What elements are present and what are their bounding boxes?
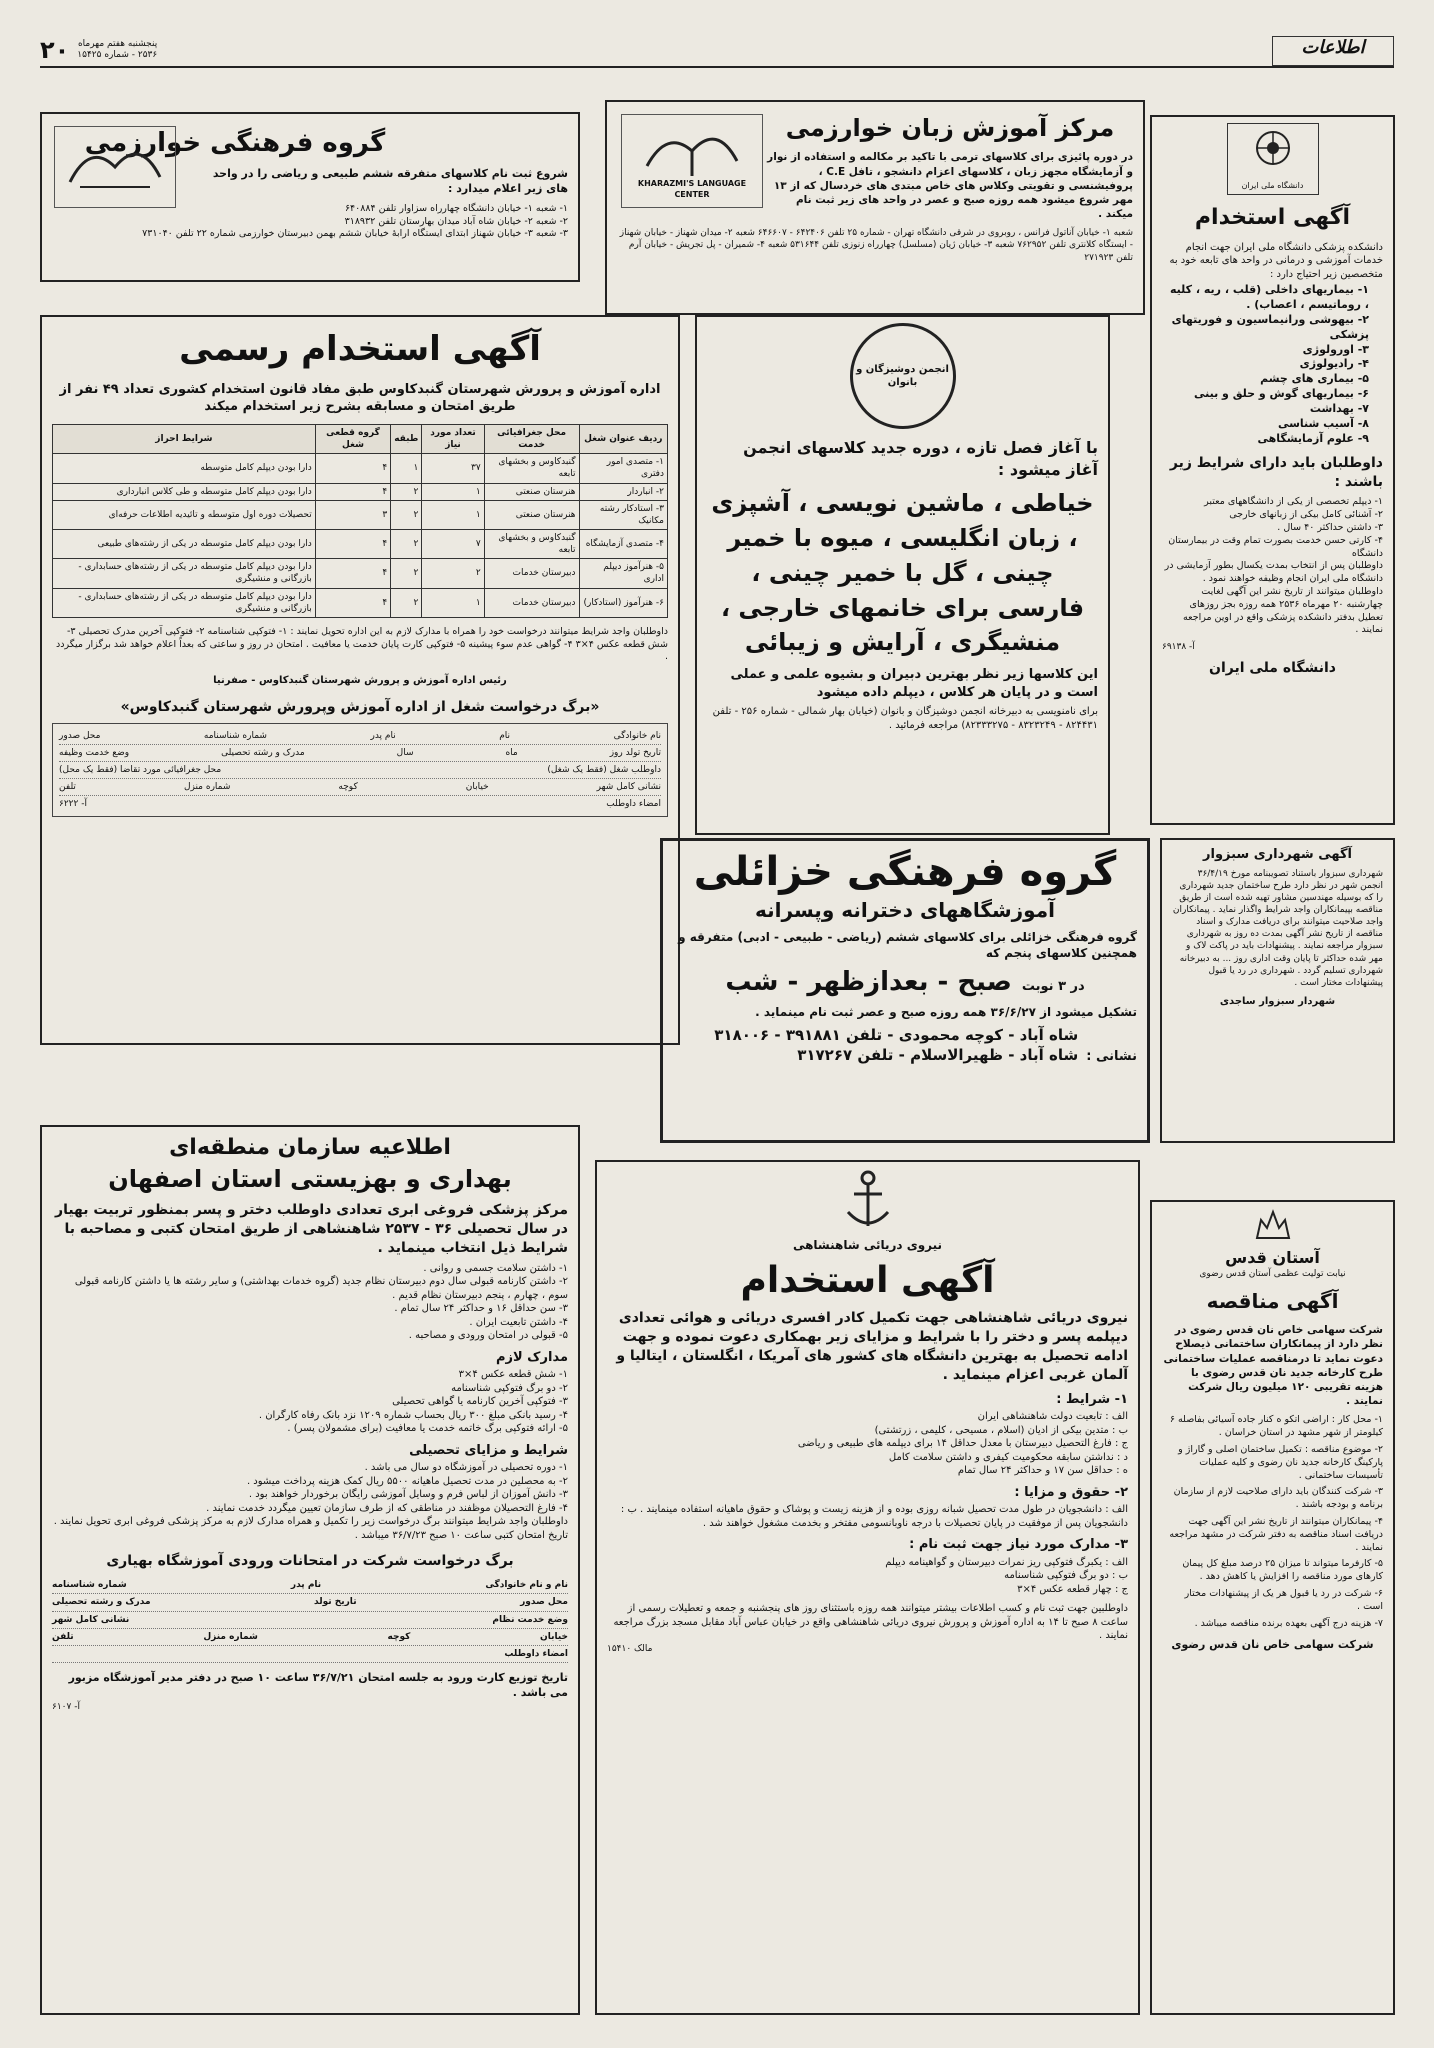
ad-signature: رئیس اداره آموزش و پرورش شهرستان گنبدکاوس - صفرنیا: [213, 675, 507, 687]
navy-anchor-icon: [840, 1168, 896, 1232]
ad-title: آگهی استخدام: [740, 1259, 995, 1301]
requirements-title: داوطلبان باید دارای شرایط زیر باشند :: [1169, 455, 1383, 491]
language-center-logo: KHARAZMI'S LANGUAGE CENTER: [621, 114, 763, 208]
shifts: صبح - بعدازظهر - شب: [725, 967, 1012, 998]
ad-body: گروه فرهنگی خزائلی برای کلاسهای ششم (ریاضی - طبیعی - ادبی) متفرقه و همچنین کلاسهای پنجم که: [678, 930, 1137, 961]
header-issue: ۲۵۳۶ - شماره ۱۵۴۲۵: [77, 50, 158, 60]
branch-2: ۲- شعبه ۲- خیابان شاه آباد میدان بهارستان تلفن ۳۱۸۹۳۲: [344, 215, 568, 227]
perks-title: شرایط و مزایای تحصیلی: [409, 1442, 568, 1458]
ad-intro: اداره آموزش و پرورش شهرستان گنبدکاوس طبق مفاد قانون استخدام کشوری تعداد ۴۹ نفر از طریق امتحان و مسابقه بشرح زیر استخدام میکند: [59, 381, 661, 415]
ad-title: گروه فرهنگی خزائلی: [693, 849, 1117, 895]
ad-body-2: تشکیل میشود از ۳۶/۶/۲۷ همه روزه صبح و عصر ثبت نام مینماید .: [755, 1005, 1137, 1020]
shifts-prefix: در ۳ نوبت: [1021, 979, 1085, 995]
ad-org-sub: نیابت تولیت عظمی آستان قدس رضوی: [1199, 1269, 1346, 1280]
university-logo-icon: دانشگاه ملی ایران: [1227, 123, 1319, 195]
ad-melli-university: دانشگاه ملی ایران آگهی استخدام دانشکده پزشکی دانشگاه ملی ایران جهت انجام خدمات آموزشی و درمانی در واحد های تابعه خود به متخصصین زیر احتیاج دارد : ۱- بیماریهای داخلی (قلب ، ریه ، کلیه ، روماتیسم ، اعصاب) . ۲- بیهوشی ورانیماسیون و فوریتهای پزشکی ۳- اورولوژی ۴- رادیولوژی ۵- بیماری های چشم ۶- بیماریهای گوش و حلق و بینی ۷- بهداشت ۸- آسیب شناسی ۹- علوم آزمایشگاهی داوطلبان باید دارای شرایط زیر باشند : ۱- دیپلم تخصصی از یکی از دانشگاههای معتبر ۲- آشنائی کامل بیکی از زبانهای خارجی ۳- داشتن حداکثر ۴۰ سال . ۴- کارتی حسن خدمت بصورت تمام وقت در بیمارستان دانشگاه داوطلبان پس از انتخاب بمدت یکسال بطور آزمایشی در دانشگاه ملی ایران انجام وظیفه خواهند نمود . داوطلبان میتوانند از تاریخ نشر این آگهی لغایت چهارشنبه ۲۰ مهرماه ۲۵۳۶ همه روزه بجز روزهای تعطیل بدفتر دانشکده پزشکی واقع در اوین مراجعه نمایند . آ- ۶۹۱۳۸ دانشگاه ملی ایران: [1150, 115, 1395, 825]
section-3-title: ۳- مدارک مورد نیاز جهت ثبت نام :: [909, 1537, 1128, 1553]
kharazmi-emblem-icon: [54, 126, 176, 208]
positions-table: ردیف عنوان شغل محل جغرافیائی خدمت تعداد مورد نیاز طبقه گروه قطعی شغل شرایط احراز ۱- متصدی امور دفتری گنبدکاوس و بخشهای تابعه ۳۷ ۱ ۴ دارا بودن دیپلم کامل متوسطه ۲- انباردار هنرستان صنعتی ۱ ۲ ۴ دارا بودن دیپلم کامل متوسطه و طی کلاس انبارداری ۳- استادکار رشته مکانیک هنرستان صنعتی ۱ ۲ ۳ تحصیلات دوره اول متوسطه و تائیدیه اطلاعات حرفه‌ای ۴- متصدی آزمایشگاه گنبدکاوس و بخشهای تابعه ۷ ۲ ۴ دارا بودن دیپلم کامل متوسطه در یکی از رشته‌های طبیعی ۵- هنرآموز دیپلم اداری دبیرستان خدمات ۲ ۲ ۴ دارا بودن دیپلم کامل متوسطه در یکی از رشته‌های حسابداری - بازرگانی و منشیگری ۶- هنرآموز (استادکار) دبیرستان خدمات ۱ ۲ ۴ دارا بودن دیپلم کامل متوسطه در یکی از رشته‌های حسابداری - بازرگانی و منشیگری: [52, 424, 668, 618]
docs-title: مدارک لازم: [495, 1349, 568, 1365]
ad-signature: شهردار سبزوار ساجدی: [1219, 995, 1336, 1007]
header-date: پنجشنبه هفتم مهرماه: [77, 39, 158, 50]
ad-isfahan-health: اطلاعیه سازمان منطقه‌ای بهداری و بهزیستی استان اصفهان مرکز پزشکی فروغی ابری تعدادی داوطلب دختر و پسر بمنظور تربیت بهیار در سال تحصیلی ۳۶ - ۲۵۳۷ شاهنشاهی از طریق امتحان کتبی و مصاحبه با شرایط ذیل انتخاب مینماید . ۱- داشتن سلامت جسمی و روانی . ۲- داشتن کارنامه قبولی سال دوم دبیرستان نظام جدید (گروه خدمات بهداشتی) و سایر رشته ها یا داشتن کارنامه قبولی سوم ، چهارم ، پنجم دبیرستان نظام قدیم . ۳- سن حداقل ۱۶ و حداکثر ۲۴ سال تمام . ۴- داشتن تابعیت ایران . ۵- قبولی در امتحان ورودی و مصاحبه . مدارک لازم ۱- شش قطعه عکس ۴×۳ ۲- دو برگ فتوکپی شناسنامه ۳- فتوکپی آخرین کارنامه یا گواهی تحصیلی ۴- رسید بانکی مبلغ ۳۰۰ ریال بحساب شماره ۱۲۰۹ نزد بانک رفاه کارگران . ۵- ارائه فتوکپی برگ خاتمه خدمت یا معافیت (برای مشمولان پسر) . شرایط و مزایای تحصیلی ۱- دوره تحصیلی در آموزشگاه دو سال می باشد . ۲- به محصلین در مدت تحصیل ماهیانه ۵۵۰۰ ریال کمک هزینه پرداخت میشود . ۳- دانش آموزان از لباس فرم و وسایل آموزشی رایگان برخوردار خواهند بود . ۴- فارغ التحصیلان موظفند در مناطقی که از طرف سازمان تعیین میگردد خدمت نمایند . داوطلبان واجد شرایط میتوانند برگ درخواست زیر را تکمیل و همراه مدارک لازم به مرکز پزشکی فروغی ابری تحویل نمایند . تاریخ امتحان کتبی ساعت ۱۰ صبح ۳۶/۷/۲۳ میباشد . برگ درخواست شرکت در امتحانات ورودی آموزشگاه بهیاری نام و نام خانوادگی نام پدر شماره شناسنامه محل صدور تاریخ تولد مدرک و رشته تحصیلی وضع خدمت نظام نشانی کامل شهر خیابان کوچه شماره منزل تلفن امضاء داوطلب تاریخ توزیع کارت ورود به جلسه امتحان ۳۶/۷/۲۱ ساعت ۱۰ صبح در دفتر مدیر آموزشگاه مزبور می باشد . آ- ۶۱۰۷: [40, 1125, 580, 2015]
ad-body: شهرداری سبزوار باستناد تصویبنامه مورخ ۳۶/۴/۱۹ انجمن شهر در نظر دارد طرح ساختمان جدید شهرداری را که بوسیله مهندسین مشاور تهیه شده است از طریق مناقصه بپیمانکاران واجد شرایط واگذار نماید . پیمانکاران واجد صلاحیت میتوانند برای دریافت مدارک و اسناد مناقصه از تاریخ نشر آگهی بمدت ده روز به شهرداری سبزوار مراجعه نمایند . پیشنهادات باید در پاکت لاک و مهر شده حداکثر تا پایان وقت اداری روز ... به دبیرخانه شهرداری تسلیم گردد . شهرداری در رد یا قبول پیشنهادات مختار است .: [1172, 868, 1383, 988]
section-2-title: ۲- حقوق و مزایا :: [1014, 1484, 1128, 1500]
ad-footer: شرکت سهامی خاص نان قدس رضوی: [1171, 1638, 1374, 1652]
ad-intro: مرکز پزشکی فروغی ابری تعدادی داوطلب دختر و پسر بمنظور تربیت بهیار در سال تحصیلی ۳۶ - ۲۵۳۷ شاهنشاهی از طریق امتحان کتبی و مصاحبه با شرایط ذیل انتخاب مینماید .: [55, 1202, 568, 1256]
ad-title: آگهی شهرداری سبزوار: [1203, 847, 1352, 862]
ad-kharazmi-language: [605, 100, 1145, 315]
masthead-logo: اطلاعات: [1272, 36, 1394, 66]
ad-title: آگهی استخدام رسمی: [179, 329, 541, 369]
form-title: «برگ درخواست شغل از اداره آموزش وپرورش شهرستان گنبدکاوس»: [120, 698, 600, 715]
address-2: شاه آباد - ظهیرالاسلام - تلفن ۳۱۷۲۶۷: [797, 1045, 1079, 1064]
table-row: ۶- هنرآموز (استادکار) دبیرستان خدمات ۱ ۲ ۴ دارا بودن دیپلم کامل متوسطه در یکی از رشته‌های حسابداری - بازرگانی و منشیگری: [53, 588, 668, 617]
ad-title: آگهی مناقصه: [1206, 1289, 1339, 1314]
ad-org: آستان قدس: [1225, 1247, 1320, 1267]
ad-org: نیروی دریائی شاهنشاهی: [792, 1237, 943, 1252]
ad-footer: تاریخ توزیع کارت ورود به جلسه امتحان ۳۶/۷/۲۱ ساعت ۱۰ صبح در دفتر مدیر آموزشگاه مزبور می باشد .: [68, 1670, 568, 1699]
section-1-title: ۱- شرایط :: [1056, 1391, 1128, 1407]
ad-notes: داوطلبان واجد شرایط میتوانند درخواست خود را همراه با مدارک لازم به این اداره تحویل نمایند : ۱- فتوکپی شناسنامه ۲- فتوکپی آخرین مدرک تحصیلی ۳- شش قطعه عکس ۴×۳ ۴- گواهی عدم سوء پیشینه ۵- فتوکپی کارت پایان خدمت یا معافیت . امتحان در روز و ساعتی که بعداً اعلام خواهد شد برگزار میگردد .: [56, 625, 668, 663]
table-row: ۴- متصدی آزمایشگاه گنبدکاوس و بخشهای تابعه ۷ ۲ ۴ دارا بودن دیپلم کامل متوسطه در یکی از رشته‌های طبیعی: [53, 529, 668, 558]
table-row: ۵- هنرآموز دیپلم اداری دبیرستان خدمات ۲ ۲ ۴ دارا بودن دیپلم کامل متوسطه در یکی از رشته‌های حسابداری - بازرگانی و منشیگری: [53, 559, 668, 588]
ad-intro: شرکت سهامی خاص نان قدس رضوی در نظر دارد از پیمانکاران ساختمانی ذیصلاح دعوت نماید تا درمناقصه عملیات ساختمانی طرح کارخانه جدید نان قدس رضوی با هزینه تقریبی ۱۲۰ میلیون ریال شرکت نمایند .: [1163, 1324, 1383, 1408]
ad-subtitle: آموزشگاههای دخترانه وپسرانه: [755, 898, 1055, 922]
ad-body: در دوره پائیزی برای کلاسهای ترمی با تاکید بر مکالمه و استفاده از نوار و آزمایشگاه مجهز زبان ، کلاسهای اعزام دانشجو ، تافل C.E ، پروفیشنسی و تقویتی وکلاس های خاص مبتدی های خردسال که از ۱۳ مهر شروع میشود همه روزه صبح و عصر در واحد های زیر ثبت نام میکند .: [767, 151, 1133, 221]
ad-code: آ- ۶۹۱۳۸: [1162, 642, 1195, 653]
ad-title-2: بهداری و بهزیستی استان اصفهان: [108, 1164, 512, 1193]
address-label: نشانی :: [1086, 1048, 1137, 1064]
page-number: ۲۰: [40, 36, 70, 64]
branch-1: ۱- شعبه ۱- خیابان دانشگاه چهارراه سزاوار تلفن ۶۴۰۸۸۴: [344, 202, 568, 214]
ad-kharazmi-culture: [40, 112, 580, 282]
ad-gonbad-employment: [40, 315, 680, 1045]
application-form: نام و نام خانوادگی نام پدر شماره شناسنامه محل صدور تاریخ تولد مدرک و رشته تحصیلی وضع خدمت نظام نشانی کامل شهر خیابان کوچه شماره منزل تلفن امضاء داوطلب: [52, 1577, 568, 1663]
ad-footer: داوطلبین جهت ثبت نام و کسب اطلاعات بیشتر میتوانند همه روزه باستثنای روز های پنجشنبه و جمعه و تعطیلات رسمی از ساعت ۸ صبح تا ۱۴ به اداره آموزش و پرورش نیروی دریائی شاهنشاهی واقع در خیابان عباس آباد مقابل مسجد بزرگ مراجعه نمایند .: [613, 1603, 1128, 1642]
courses-list: خیاطی ، ماشین نویسی ، آشپزی ، زبان انگلیسی ، میوه با خمیر چینی ، گل با خمیر چینی ، فارسی برای خانمهای خارجی ، منشیگری ، آرایش و زیبائی: [711, 489, 1094, 657]
ad-title: مرکز آموزش زبان خوارزمی: [785, 114, 1115, 142]
ad-title: آگهی استخدام: [1194, 205, 1351, 230]
ad-contact: برای نامنویسی به دبیرخانه انجمن دوشیزگان و بانوان (خیابان بهار شمالی - شماره ۲۵۶ - تلفن ۸۲۴۴۳۱ - ۸۳۲۳۲۴۹ - ۸۲۳۳۳۲۷۵) مراجعه فرمائید .: [712, 706, 1098, 731]
table-row: ۱- متصدی امور دفتری گنبدکاوس و بخشهای تابعه ۳۷ ۱ ۴ دارا بودن دیپلم کامل متوسطه: [53, 454, 668, 483]
branch-3: ۳- شعبه ۳- خیابان شهناز ابتدای ایستگاه ارابهٔ خیابان ششم بهمن دبیرستان خوارزمی شماره ۲۲ تلفن ۷۳۱۰۴۰: [142, 228, 568, 240]
ad-title-1: اطلاعیه سازمان منطقه‌ای: [169, 1135, 451, 1160]
ad-intro: دانشکده پزشکی دانشگاه ملی ایران جهت انجام خدمات آموزشی و درمانی در واحد های تابعه خود به متخصصین زیر احتیاج دارد :: [1169, 241, 1383, 280]
ad-astan-quds: آستان قدس نیابت تولیت عظمی آستان قدس رضوی آگهی مناقصه شرکت سهامی خاص نان قدس رضوی در نظر دارد از پیمانکاران ساختمانی ذیصلاح دعوت نماید تا درمناقصه عملیات ساختمانی طرح کارخانه جدید نان قدس رضوی با هزینه تقریبی ۱۲۰ میلیون ریال شرکت نمایند . ۱- محل کار : اراضی اتکو ه کنار جاده آسیائی بفاصله ۶ کیلومتر از شهر مشهد در استان خراسان . ۲- موضوع مناقصه : تکمیل ساختمان اصلی و گاراژ و پارکینگ کارخانه جدید نان رضوی و کلیه عملیات تأسیسات ساختمانی . ۳- شرکت کنندگان باید دارای صلاحیت لازم از سازمان برنامه و بودجه باشند . ۴- پیمانکاران میتوانند از تاریخ نشر این آگهی جهت دریافت اسناد مناقصه به دفتر شرکت در مشهد مراجعه نمایند . ۵- کارفرما میتواند تا میزان ۲۵ درصد مبلغ کل پیمان کارهای مورد مناقصه را افزایش یا کاهش دهد . ۶- شرکت در رد یا قبول هر یک از پیشنهادات مختار است . ۷- هزینه درج آگهی بعهده برنده مناقصه میباشد . شرکت سهامی خاص نان قدس رضوی: [1150, 1200, 1395, 2015]
form-title: برگ درخواست شرکت در امتحانات ورودی آموزشگاه بهیاری: [106, 1553, 514, 1570]
ad-branches: شعبه ۱- خیابان آناتول فرانس ، روبروی در شرقی دانشگاه تهران - شماره ۲۵ تلفن ۶۴۲۴۰۶ - ۶۴۶۶۰۷ شعبه ۲- میدان شهناز - خیابان شهناز - ایستگاه کلانتری تلفن ۷۶۲۹۵۲ شعبه ۳- خیابان ژیان (مسلسل) چهارراه زنوزی تلفن ۵۳۱۶۴۴ شعبه ۴- شمیران - پل تجریش - خیابان آرم تلفن ۲۷۱۹۲۳: [619, 228, 1133, 263]
ad-sabzevar: [1160, 838, 1395, 1143]
ad-khazaeli: [660, 838, 1150, 1143]
application-form: نام خانوادگی نام نام پدر شماره شناسنامه محل صدور تاریخ تولد روز ماه سال مدرک و رشته تحصیلی وضع خدمت وظیفه داوطلب شغل (فقط یک شغل) محل جغرافیائی مورد تقاضا (فقط یک محل) نشانی کامل شهر خیابان کوچه شماره منزل تلفن امضاء داوطلب آ- ۶۲۲۲: [52, 723, 668, 818]
ad-body: شروع ثبت نام کلاسهای متفرقه ششم طبیعی و ریاضی را در واحد های زیر اعلام میدارد :: [212, 167, 568, 195]
astan-quds-emblem-icon: [1253, 1208, 1293, 1242]
ad-intro: با آغاز فصل تازه ، دوره جدید کلاسهای انجمن آغاز میشود :: [743, 438, 1098, 479]
ad-code: مالک ۱۵۴۱۰: [607, 1643, 653, 1654]
newspaper-header: [40, 36, 1394, 68]
table-row: ۲- انباردار هنرستان صنعتی ۱ ۲ ۴ دارا بودن دیپلم کامل متوسطه و طی کلاس انبارداری: [53, 483, 668, 500]
ad-footer: دانشگاه ملی ایران: [1209, 660, 1336, 677]
ad-title: گروه فرهنگی خوارزمی: [84, 128, 386, 158]
ad-body: این کلاسها زیر نظر بهترین دبیران و بشیوه علمی و عملی است و در پایان هر کلاس ، دیپلم داده میشود: [730, 667, 1098, 700]
ad-navy-employment: نیروی دریائی شاهنشاهی آگهی استخدام نیروی دریائی شاهنشاهی جهت تکمیل کادر افسری دریائی و هوائی تعدادی دیپلمه پسر و دختر را با شرایط و مزایای زیر بهمکاری دعوت نموده و جهت ادامه تحصیل به بهترین دانشگاه های کشور های آمریکا ، انگلستان ، ایتالیا و آلمان غربی اعزام مینماید . ۱- شرایط : الف : تابعیت دولت شاهنشاهی ایران ب : متدین بیکی از ادیان (اسلام ، مسیحی ، کلیمی ، زرتشتی) ج : فارغ التحصیل دبیرستان با معدل حداقل ۱۴ برای دیپلمه های طبیعی و ریاضی د : نداشتن سابقه محکومیت کیفری و داشتن سلامت کامل ه : حداقل سن ۱۷ و حداکثر ۲۴ سال تمام ۲- حقوق و مزایا : الف : دانشجویان در طول مدت تحصیل شبانه روزی بوده و از هزینه زیست و پوشاک و حقوق ماهیانه استفاده مینمایند . ب : دانشجویان پس از موفقیت در پایان تحصیلات با درجه ناوبانسومی مفتخر و بخدمت مشغول خواهند شد . ۳- مدارک مورد نیاز جهت ثبت نام : الف : یکبرگ فتوکپی ریز نمرات دبیرستان و گواهینامه دیپلم ب : دو برگ فتوکپی شناسنامه ج : چهار قطعه عکس ۴×۳ داوطلبین جهت ثبت نام و کسب اطلاعات بیشتر میتوانند همه روزه باستثنای روز های پنجشنبه و جمعه و تعطیلات رسمی از ساعت ۸ صبح تا ۱۴ به اداره آموزش و پرورش نیروی دریائی شاهنشاهی واقع در خیابان عباس آباد مقابل مسجد بزرگ مراجعه نمایند . مالک ۱۵۴۱۰: [595, 1160, 1140, 2015]
ad-intro: نیروی دریائی شاهنشاهی جهت تکمیل کادر افسری دریائی و هوائی تعدادی دیپلمه پسر و دختر را با شرایط و مزایای زیر بهمکاری دعوت نموده و جهت ادامه تحصیل به بهترین دانشگاه های کشور های آمریکا ، انگلستان ، ایتالیا و آلمان غربی اعزام مینماید .: [616, 1310, 1128, 1383]
table-row: ۳- استادکار رشته مکانیک هنرستان صنعتی ۱ ۲ ۳ تحصیلات دوره اول متوسطه و تائیدیه اطلاعات حرفه‌ای: [53, 500, 668, 529]
ad-code: آ- ۶۱۰۷: [52, 1701, 80, 1712]
anjoman-seal-icon: انجمن دوشیزگان و بانوان: [850, 323, 956, 429]
ad-anjoman-classes: [695, 315, 1110, 835]
address-1: شاه آباد - کوچه محمودی - تلفن ۳۹۱۸۸۱ - ۳۱۸۰۰۶: [714, 1025, 1079, 1044]
